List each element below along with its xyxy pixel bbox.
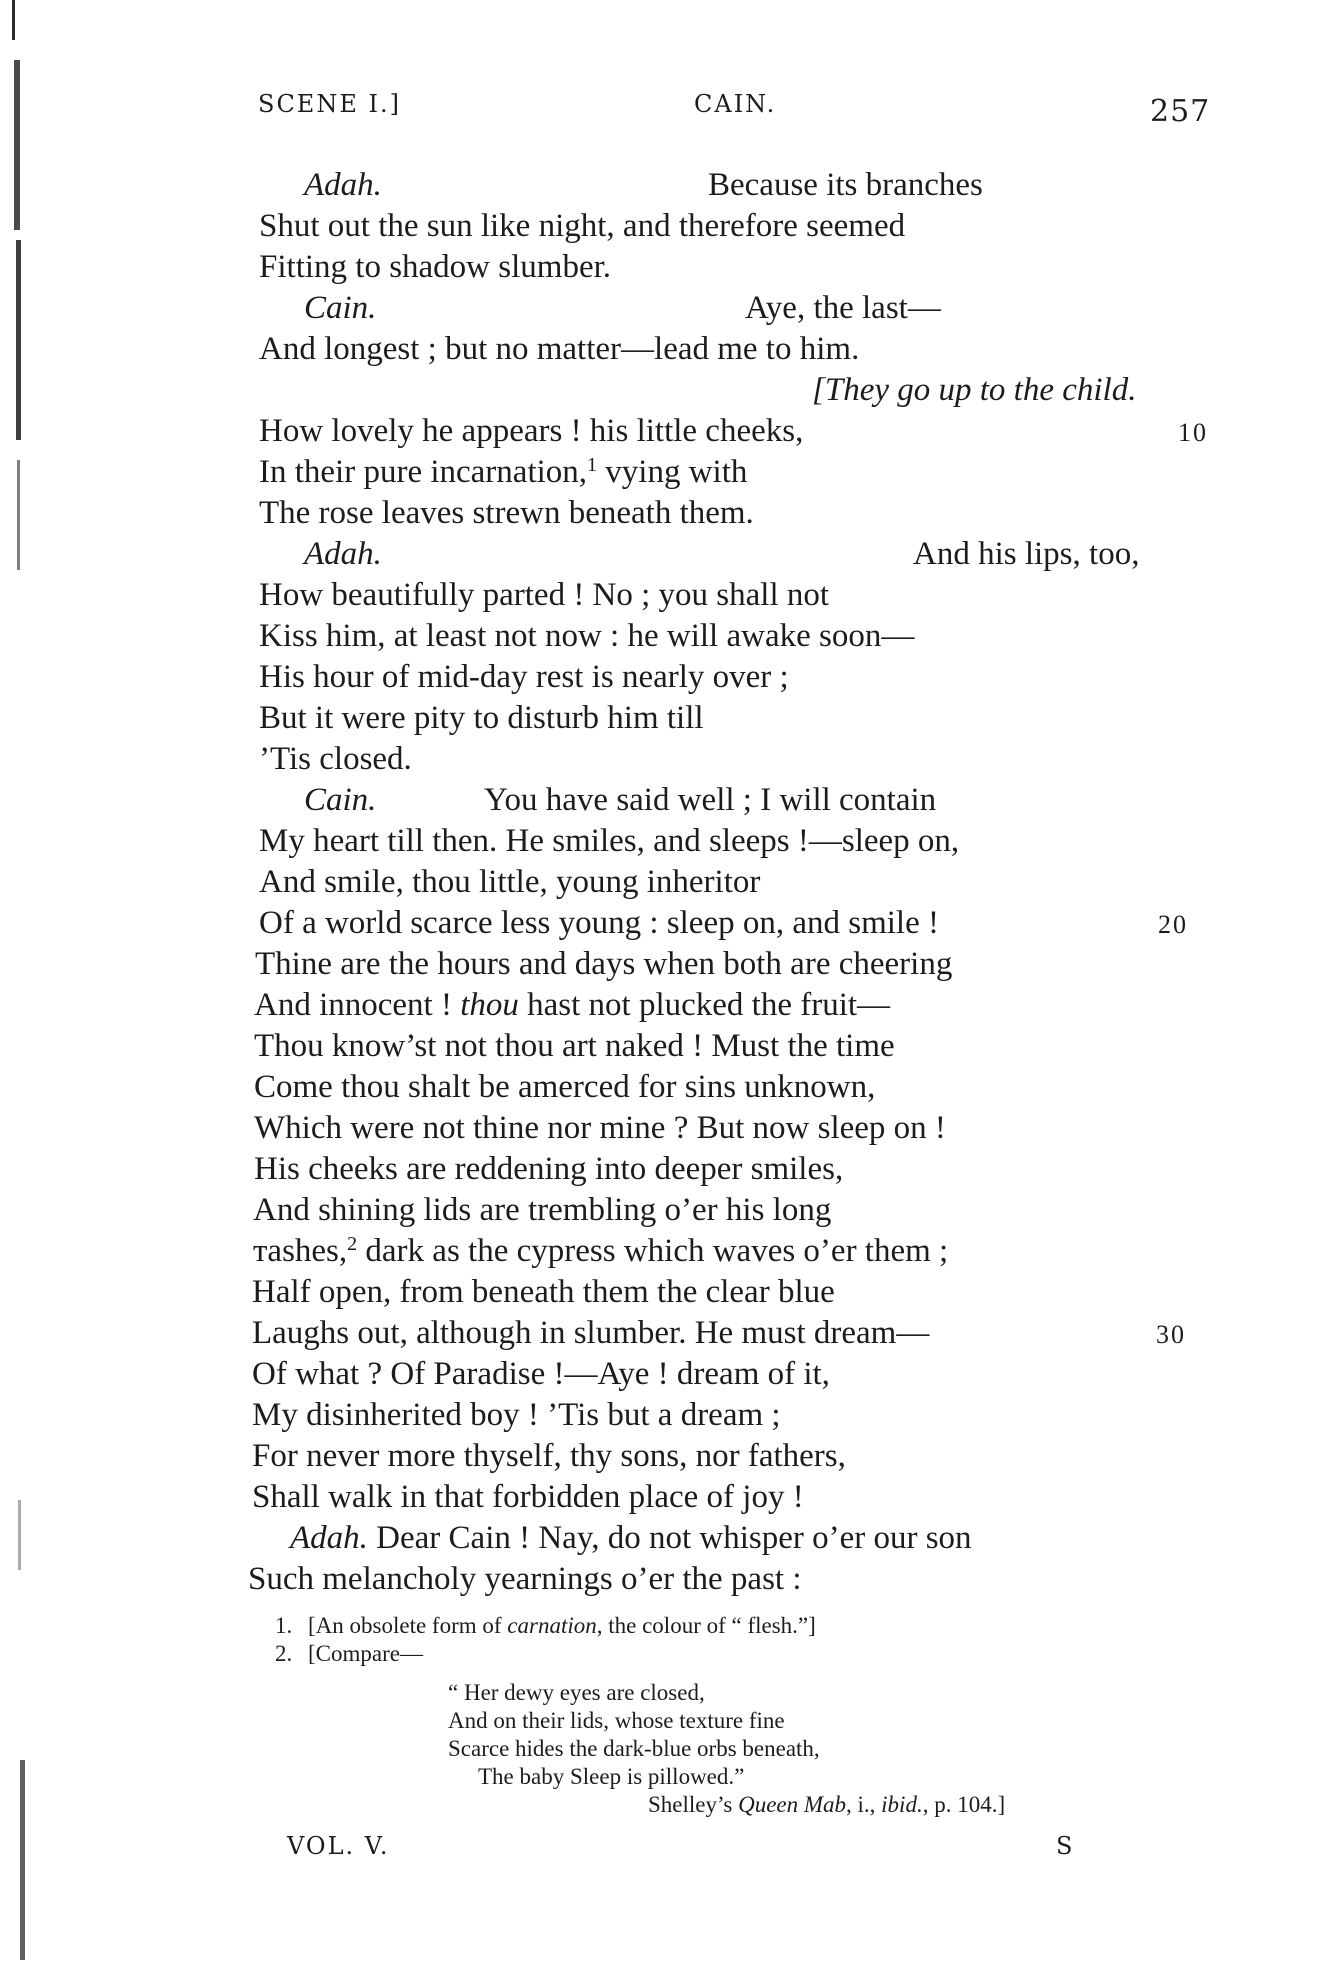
verse-line: His hour of mid-day rest is nearly over ; bbox=[259, 659, 789, 695]
verse-line: Such melancholy yearnings o’er the past : bbox=[248, 1561, 802, 1597]
verse-line: Half open, from beneath them the clear blue bbox=[252, 1274, 835, 1310]
quote-line: And on their lids, whose texture fine bbox=[448, 1708, 785, 1733]
verse-line: And his lips, too, bbox=[913, 536, 1140, 572]
verse-line: ᴛashes,$^2$ dark as the cypress which waves o’er them ; bbox=[253, 1233, 949, 1269]
line-number: 20 bbox=[1158, 910, 1188, 939]
speaker-name: Adah. bbox=[304, 536, 382, 572]
quote-line: Scarce hides the dark-blue orbs beneath, bbox=[448, 1736, 820, 1761]
verse-line bbox=[304, 534, 382, 574]
verse-line: And smile, thou little, young inheritor bbox=[259, 864, 761, 900]
verse-line: Shut out the sun like night, and therefore seemed bbox=[259, 208, 906, 244]
verse-line: And shining lids are trembling o’er his long bbox=[253, 1192, 832, 1228]
verse-line: Of what ? Of Paradise !—Aye ! dream of it, bbox=[252, 1356, 830, 1392]
speaker-name: Adah. bbox=[290, 1520, 368, 1556]
verse-line: Thou know’st not thou art naked ! Must the time bbox=[254, 1028, 895, 1064]
verse-line: Fitting to shadow slumber. bbox=[259, 249, 612, 285]
verse-line bbox=[304, 288, 376, 328]
verse-line bbox=[304, 165, 382, 205]
verse-line: In their pure incarnation,$^1$ vying with bbox=[259, 454, 748, 490]
verse-line: Of a world scarce less young : sleep on, and smile ! bbox=[259, 905, 939, 941]
line-number: 30 bbox=[1156, 1320, 1186, 1349]
verse-line: His cheeks are reddening into deeper smiles, bbox=[254, 1151, 844, 1187]
verse-line: The rose leaves strewn beneath them. bbox=[259, 495, 754, 531]
verse-line: Laughs out, although in slumber. He must dream— bbox=[252, 1315, 930, 1351]
verse-line: Come thou shalt be amerced for sins unknown, bbox=[254, 1069, 876, 1105]
verse-line: ’Tis closed. bbox=[259, 741, 412, 777]
verse-line: You have said well ; I will contain bbox=[484, 782, 937, 818]
volume-label: VOL. V. bbox=[287, 1832, 390, 1860]
verse-line: But it were pity to disturb him till bbox=[259, 700, 704, 736]
verse-line: Which were not thine nor mine ? But now sleep on ! bbox=[254, 1110, 946, 1146]
speaker-name: Cain. bbox=[304, 290, 377, 326]
verse-line: Aye, the last— bbox=[745, 290, 941, 326]
verse-line: Adah. Dear Cain ! Nay, do not whisper o’er our son bbox=[290, 1520, 972, 1556]
quote-citation: Shelley’s Queen Mab, i., ibid., p. 104.] bbox=[648, 1792, 1006, 1817]
verse-line: Because its branches bbox=[708, 167, 983, 203]
signature-mark: S bbox=[1056, 1832, 1075, 1860]
verse-line: And innocent ! thou hast not plucked the fruit— bbox=[254, 987, 891, 1023]
verse-line bbox=[304, 780, 376, 820]
verse-line: And longest ; but no matter—lead me to him. bbox=[259, 331, 860, 367]
verse-line: My heart till then. He smiles, and sleeps !—sleep on, bbox=[259, 823, 960, 859]
footnote-2: 2. [Compare— bbox=[275, 1641, 423, 1666]
footnote-ref-1: 1 bbox=[587, 454, 598, 476]
page-number: 257 bbox=[1150, 94, 1211, 129]
line-number: 10 bbox=[1178, 418, 1208, 447]
speaker-name: Adah. bbox=[304, 167, 382, 203]
verse-line: Thine are the hours and days when both are cheering bbox=[255, 946, 953, 982]
verse-line: Kiss him, at least not now : he will awake soon— bbox=[259, 618, 915, 654]
speaker-name: Cain. bbox=[304, 782, 377, 818]
footnote-1: 1. [An obsolete form of carnation, the colour of “ flesh.”] bbox=[275, 1613, 816, 1638]
running-head-title: CAIN. bbox=[694, 90, 777, 118]
verse-line: For never more thyself, thy sons, nor fathers, bbox=[252, 1438, 846, 1474]
verse-line: Shall walk in that forbidden place of joy ! bbox=[252, 1479, 804, 1515]
stage-direction: [They go up to the child. bbox=[812, 372, 1137, 408]
quote-line: The baby Sleep is pillowed.” bbox=[478, 1764, 745, 1789]
verse-line: My disinherited boy ! ’Tis but a dream ; bbox=[252, 1397, 781, 1433]
verse-line: How lovely he appears ! his little cheeks, bbox=[259, 413, 804, 449]
page-binding-edge bbox=[0, 0, 70, 1963]
quote-line: “ Her dewy eyes are closed, bbox=[448, 1680, 705, 1705]
verse-line: How beautifully parted ! No ; you shall not bbox=[259, 577, 830, 613]
footnote-ref-2: 2 bbox=[347, 1233, 358, 1255]
running-head-scene: SCENE I.] bbox=[258, 90, 401, 118]
